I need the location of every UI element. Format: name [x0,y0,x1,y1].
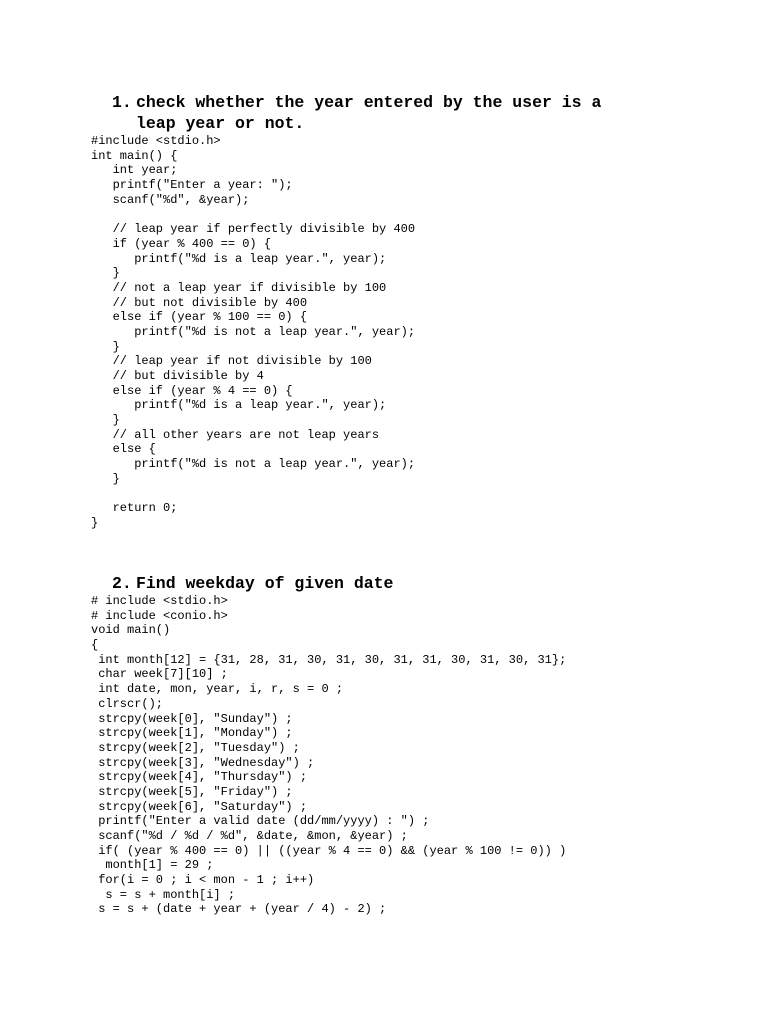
code-line: if( (year % 400 == 0) || ((year % 4 == 0) && (year % 100 != 0)) ) [91,843,567,858]
code-line: int year; [91,163,178,178]
code-line: # include <conio.h> [91,608,228,623]
code-line: else { [91,442,156,457]
code-line: clrscr(); [91,696,164,711]
section-1-number: 1. [112,93,132,112]
code-line: else if (year % 100 == 0) { [91,310,308,325]
code-line: s = s + month[i] ; [91,887,236,902]
code-line: strcpy(week[1], "Monday") ; [91,726,293,741]
code-line: strcpy(week[0], "Sunday") ; [91,711,293,726]
code-line: scanf("%d", &year); [91,192,250,207]
code-line [91,487,415,502]
code-line: } [91,515,99,530]
code-line: } [91,413,120,428]
section-1-code-block [91,134,415,531]
code-line: printf("Enter a year: "); [91,178,293,193]
section-2-number: 2. [112,574,132,593]
code-line: { [91,638,99,653]
code-line: } [91,266,120,281]
code-line: scanf("%d / %d / %d", &date, &mon, &year) ; [91,829,408,843]
code-line: // but divisible by 4 [91,369,264,383]
section-2-code-block [91,594,566,917]
section-1-title: check whether the year entered by the user is a leap year or not. [136,93,602,133]
code-line: strcpy(week[6], "Saturday") ; [91,799,308,814]
section-2-heading [112,573,652,594]
code-line: strcpy(week[3], "Wednesday") ; [91,755,315,770]
code-line: strcpy(week[4], "Thursday") ; [91,770,308,785]
code-line: // all other years are not leap years [91,427,380,442]
code-line: strcpy(week[2], "Tuesday") ; [91,740,300,755]
code-line: # include <stdio.h> [91,594,228,608]
code-line: return 0; [91,501,178,516]
code-line: for(i = 0 ; i < mon - 1 ; i++) [91,873,315,888]
code-line: printf("%d is a leap year.", year); [91,251,387,266]
code-line: printf("%d is a leap year.", year); [91,398,387,413]
code-line: // leap year if perfectly divisible by 400 [91,222,416,237]
code-line: #include <stdio.h> [91,134,221,148]
code-line: strcpy(week[5], "Friday") ; [91,784,293,799]
code-line: int main() { [91,148,178,163]
code-line [91,207,415,222]
code-line: int month[12] = {31, 28, 31, 30, 31, 30, 31, 31, 30, 31, 30, 31}; [91,652,567,667]
code-line: // not a leap year if divisible by 100 [91,280,387,295]
code-line: } [91,471,120,486]
code-line: s = s + (date + year + (year / 4) - 2) ; [91,902,387,917]
code-line: month[1] = 29 ; [91,858,214,873]
code-line: printf("%d is not a leap year.", year); [91,457,416,472]
section-2-title: Find weekday of given date [136,574,394,593]
code-line: } [91,339,120,354]
code-line: else if (year % 4 == 0) { [91,383,293,398]
section-1-heading [112,92,652,134]
code-line: // but not divisible by 400 [91,295,308,310]
code-line: if (year % 400 == 0) { [91,236,272,251]
code-line: int date, mon, year, i, r, s = 0 ; [91,682,344,697]
code-line: printf("%d is not a leap year.", year); [91,324,416,339]
code-line: printf("Enter a valid date (dd/mm/yyyy) : ") ; [91,814,430,829]
code-line: char week[7][10] ; [91,667,228,682]
code-line: void main() [91,623,171,638]
code-line: // leap year if not divisible by 100 [91,354,372,369]
